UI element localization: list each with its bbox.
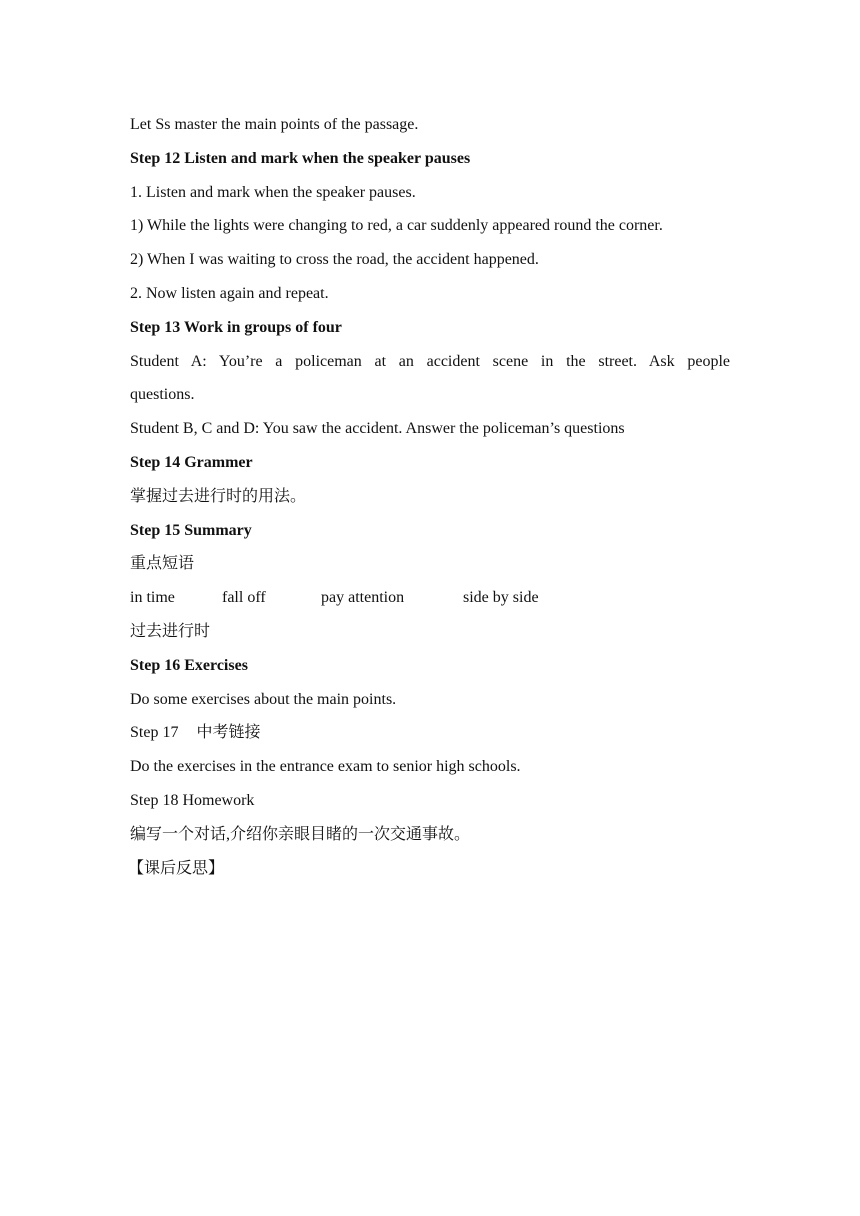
intro-line: Let Ss master the main points of the passage. (130, 116, 419, 133)
past-progressive-label: 过去进行时 (130, 622, 211, 640)
step-17-heading (130, 716, 730, 750)
step-12-sentence-1: 1) While the lights were changing to red, a car suddenly appeared round the corner. (130, 217, 663, 235)
step-17-title: 中考链接 (196, 724, 261, 742)
step-14-heading: Step 14 Grammer (130, 453, 253, 471)
step-12-sentence-2: 2) When I was waiting to cross the road, the accident happened. (130, 251, 539, 269)
step-12-item-2: 2. Now listen again and repeat. (130, 284, 329, 302)
step-15-heading: Step 15 Summary (130, 521, 252, 539)
grammar-line: 掌握过去进行时的用法。 (130, 487, 307, 505)
exercises-line: Do some exercises about the main points. (130, 690, 397, 708)
student-a-line: Student A: You’re a policeman at an accident scene in the street. Ask people (130, 352, 730, 370)
phrase-item: side by side (463, 589, 539, 607)
step-13-heading: Step 13 Work in groups of four (130, 318, 342, 336)
document-body (130, 108, 730, 885)
step-17-number: Step 17 (130, 724, 179, 742)
key-phrases-label: 重点短语 (130, 555, 195, 573)
phrase-item: fall off (222, 589, 266, 607)
phrase-item: in time (130, 589, 175, 607)
step-16-heading: Step 16 Exercises (130, 656, 248, 674)
step-12-heading: Step 12 Listen and mark when the speaker pauses (130, 149, 471, 167)
phrase-list (130, 581, 730, 615)
homework-line: 编写一个对话,介绍你亲眼目睹的一次交通事故。 (130, 825, 471, 843)
student-a-line-cont: questions. (130, 386, 195, 404)
phrase-item: pay attention (321, 589, 405, 607)
step-18-heading: Step 18 Homework (130, 791, 255, 809)
student-bcd-line: Student B, C and D: You saw the accident. Answer the policeman’s questions (130, 420, 625, 438)
step-12-item-1: 1. Listen and mark when the speaker pauses. (130, 183, 416, 201)
entrance-exam-line: Do the exercises in the entrance exam to senior high schools. (130, 758, 521, 776)
reflection-heading: 【课后反思】 (128, 859, 225, 877)
